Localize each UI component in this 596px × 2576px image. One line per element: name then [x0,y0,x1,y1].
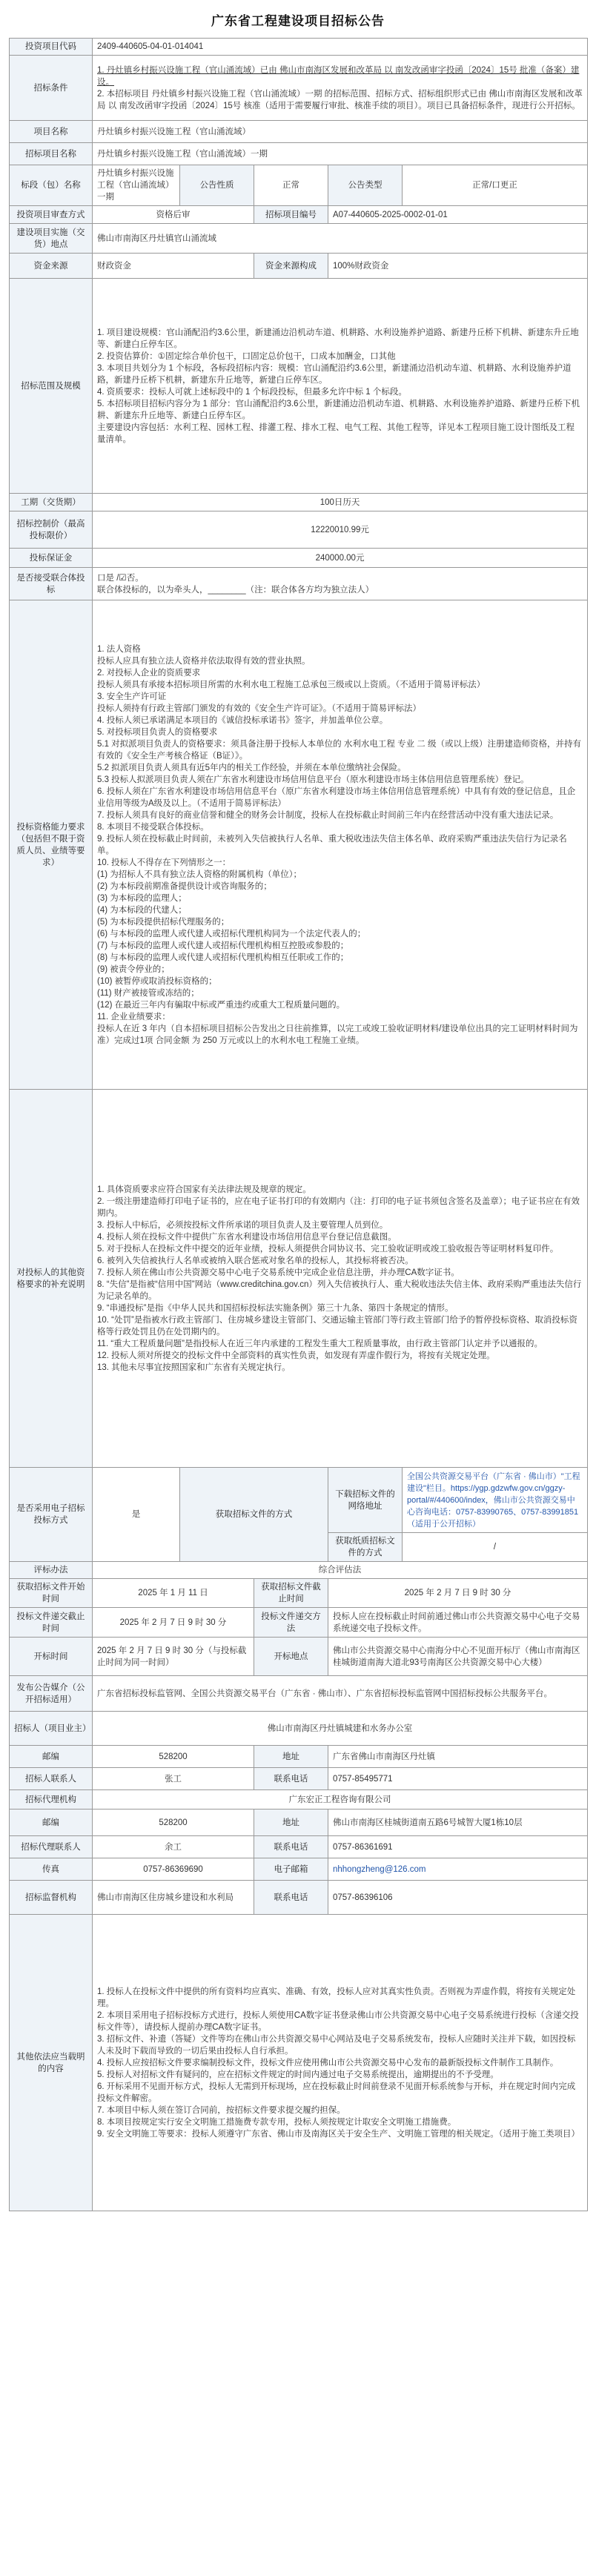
scope-p6: 主要建设内容包括：水利工程、园林工程、排灌工程、排水工程、电气工程、其他工程等，详见本工程项目施工设计图纸及工程量清单。 [97,423,575,444]
row-agency-post [10,1810,588,1836]
row-tenderer-contact [10,1768,588,1790]
e-bid-paper-label: 获取纸质招标文件的方式 [328,1533,403,1562]
other-label: 其他依法应当载明的内容 [10,1915,93,2211]
section-type-label: 公告性质 [180,165,254,206]
row-agency-fax [10,1858,588,1881]
package-name-label: 招标项目名称 [10,143,93,165]
e-bid-paper-value: / [403,1533,588,1562]
other-req-p2: 2. 一级注册建造师打印电子证书的，应在电子证书打印的有效期内（注：打印的电子证书须包含签名及盖章）；电子证书应在有效期内。 [97,1196,580,1218]
agency-post-value: 528200 [93,1810,254,1836]
tenderer-contact-value: 张工 [93,1768,254,1790]
row-timing-1 [10,1579,588,1608]
other-p6: 6. 开标采用不见面开标方式，投标人无需到开标现场，应在投标截止时间前登录不见面开标系统参与开标，并在规定时间内完成投标文件解密。 [97,2082,576,2103]
method-value: 投标人应在投标截止时间前通过佛山市公共资源交易中心电子交易系统递交电子投标文件。 [328,1608,588,1638]
qualification-p20: (4) 为本标段的代建人； [97,905,187,915]
scope-p5: 5. 本招标项目招标内容分为 1 部分：官山涌配沿约3.6公里，新建涌边沿机动车道、机耕路、水利设施养护道路、新建丹丘桥下机耕、新建东升丘地等、新建白丘停车区。 [97,399,580,420]
qualification-p19: (3) 为本标段的监理人； [97,893,187,903]
price-cap-label: 招标控制价（最高投标限价） [10,511,93,549]
section-notice-value: 正常/口更正 [403,165,588,206]
row-funding [10,254,588,279]
tenderer-label: 招标人（项目业主） [10,1712,93,1746]
publish-label: 发布公告媒介（公开招标适用） [10,1676,93,1712]
open-label: 开标时间 [10,1638,93,1676]
agency-contact-value: 余工 [93,1836,254,1858]
qualification-label: 投标资格能力要求（包括但不限于资质人员、业绩等要求） [10,600,93,1090]
other-req-p6: 6. 被列入失信被执行人名单或被纳入联合惩戒对象名单的投标人，其投标将被否决。 [97,1256,414,1265]
row-timing-3 [10,1638,588,1676]
deposit-label: 投标保证金 [10,549,93,568]
conditions-p1: 1. 丹灶镇乡村振兴设施工程（官山涌流域）已由 佛山市南海区发展和改革局 以 南发改函审字投函〔2024〕15号 批准（备案）建设。 [97,65,580,87]
qualification-p26: (10) 被暂停或取消投标资格的； [97,976,217,986]
start-label: 获取招标文件开始时间 [10,1579,93,1608]
agency-tel-label: 联系电话 [254,1836,328,1858]
open-value: 2025 年 2 月 7 日 9 时 30 分（与投标截止时间为同一时间） [93,1638,254,1676]
other-req-p9: 9. “串通投标”是指《中华人民共和国招标投标法实施条例》第三十九条、第四十条规定的情形。 [97,1303,454,1313]
eval-label: 评标办法 [10,1562,93,1579]
start-value: 2025 年 1 月 11 日 [93,1579,254,1608]
supervision-tel-label: 联系电话 [254,1881,328,1915]
project-name-value: 丹灶镇乡村振兴设施工程（官山涌流域） [93,121,588,143]
row-publish [10,1676,588,1712]
agency-value: 广东宏正工程咨询有限公司 [93,1790,588,1810]
eval-value: 综合评估法 [93,1562,588,1579]
row-e-bid [10,1468,588,1533]
scope-p4: 4. 资质要求：投标人可就上述标段中的 1 个标段投标，但最多允许中标 1 个标段。 [97,387,407,397]
qualification-p3: 2. 对投标人企业的资质要求 [97,668,201,678]
e-bid-download-label: 下载招标文件的网络地址 [328,1468,403,1533]
funding-value: 财政资金 [93,254,254,279]
other-req-p8: 8. “失信”是指被“信用中国”网站（www.creditchina.gov.cn）列入失信被执行人、重大税收违法失信主体、政府采购严重违法失信行为记录名单的。 [97,1279,582,1301]
row-duration [10,494,588,511]
tenderer-value: 佛山市南海区丹灶镇城建和水务办公室 [93,1712,588,1746]
other-p3: 3. 招标文件、补遗（答疑）文件等均在佛山市公共资源交易中心网站及电子交易系统发布，投标人应随时关注并下载，如因投标人未及时下载而导致的一切后果由投标人自行承担。 [97,2034,576,2056]
row-project-code [10,39,588,56]
qualification-p22: (6) 与本标段的监理人或代建人或招标代理机构同为一个法定代表人的； [97,929,366,938]
location-label: 建设项目实施（交货）地点 [10,224,93,254]
row-project-name [10,121,588,143]
e-bid-value: 是 [93,1468,180,1562]
other-p2: 2. 本项目采用电子招标投标方式进行，投标人须使用CA数字证书登录佛山市公共资源交易中心电子交易系统进行投标（含递交投标文件等），请投标人提前办理CA数字证书。 [97,2010,579,2032]
other-req-p10: 10. “处罚”是指被水行政主管部门、住房城乡建设主管部门、交通运输主管部门等行政主管部门给予的暂停投标资格、取消投标资格等行政处罚且仍在处罚期内的。 [97,1315,577,1337]
qualification-p23: (7) 与本标段的监理人或代建人或招标代理机构相互控股或参股的； [97,941,349,950]
agency-addr-value: 佛山市南海区桂城街道南五路6号城智大厦1栋10层 [328,1810,588,1836]
other-p9: 9. 安全文明施工等要求：投标人须遵守广东省、佛山市及南海区关于安全生产、文明施工管理的相关规定。（适用于施工类项目） [97,2129,580,2139]
tenderer-tel-value: 0757-85495771 [328,1768,588,1790]
other-req-p4: 4. 投标人须在投标文件中提供广东省水利建设市场信用信息平台登记信息截图。 [97,1232,397,1242]
tenderer-post-label: 邮编 [10,1746,93,1768]
duration-value: 100日历天 [93,494,588,511]
other-req-p11: 11. “重大工程质量问题”是指投标人在近三年内承建的工程发生重大工程质量事故，由行政主管部门认定并予以通报的。 [97,1339,543,1348]
qualification-p2: 投标人应具有独立法人资格并依法取得有效的营业执照。 [97,656,311,666]
scope-p3: 3. 本项目共划分为 1 个标段，各标段招标内容：规模：官山涌配沿约3.6公里，新建涌边沿机动车道、机耕路、水利设施养护道路，新建丹丘桥下机耕，新建东升丘地等，新建白丘停车区。 [97,363,572,385]
row-supervision [10,1881,588,1915]
qualification-p12: 6. 投标人须在广东省水利建设市场信用信息平台（原广东省水利建设市场主体信用信息管理系统）中具有有效的登记信息，且企业信用等级为A级及以上。（不适用于简易评标法） [97,787,576,808]
project-code-value: 2409-440605-04-01-014041 [93,39,588,56]
qualification-p8: 5. 对投标项目负责人的资格要求 [97,727,218,737]
review-code-value: A07-440605-2025-0002-01-01 [328,206,588,224]
other-req-label: 对投标人的其他资格要求的补充说明 [10,1090,93,1468]
row-other-req [10,1090,588,1468]
row-agency [10,1790,588,1810]
agency-addr-label: 地址 [254,1810,328,1836]
tenderer-addr-label: 地址 [254,1746,328,1768]
qualification-p29: 11. 企业业绩要求： [97,1012,170,1022]
end-label: 获取招标文件截止时间 [254,1579,328,1608]
row-timing-2 [10,1608,588,1638]
qualification-p28: (12) 在最近三年内有骗取中标或严重违约或重大工程质量问题的。 [97,1000,345,1010]
row-tenderer-post [10,1746,588,1768]
tenderer-contact-label: 招标人联系人 [10,1768,93,1790]
review-code-label: 招标项目编号 [254,206,328,224]
method-label: 投标文件递交方法 [254,1608,328,1638]
qualification-p25: (9) 被责令停业的； [97,964,170,974]
end-value: 2025 年 2 月 7 日 9 时 30 分 [328,1579,588,1608]
qualification-p15: 9. 投标人须在投标截止时间前，未被列入失信被执行人名单、重大税收违法失信主体名单、政府采购严重违法失信行为记录名单。 [97,834,567,855]
price-cap-value: 12220010.99元 [93,511,588,549]
row-agency-contact [10,1836,588,1858]
deadline-value: 2025 年 2 月 7 日 9 时 30 分 [93,1608,254,1638]
agency-email-value[interactable] [328,1858,588,1881]
location-value: 佛山市南海区丹灶镇官山涌流域 [93,224,588,254]
other-req-value [93,1090,588,1468]
tenderer-tel-label: 联系电话 [254,1768,328,1790]
agency-contact-label: 招标代理联系人 [10,1836,93,1858]
other-p7: 7. 本项目中标人须在签订合同前，按招标文件要求提交履约担保。 [97,2105,345,2115]
other-req-p1: 1. 具体资质要求应符合国家有关法律法规及规章的规定。 [97,1185,311,1194]
tenderer-addr-value: 广东省佛山市南海区丹灶镇 [328,1746,588,1768]
row-location [10,224,588,254]
other-value [93,1915,588,2211]
qualification-p24: (8) 与本标段的监理人或代建人或招标代理机构相互任职或工作的； [97,953,349,962]
qualification-p17: (1) 为招标人不具有独立法人资格的附属机构（单位）； [97,870,302,879]
consortium-label: 是否接受联合体投标 [10,568,93,600]
other-req-p5: 5. 对于投标人在投标文件中提交的近年业绩，投标人须提供合同协议书、完工验收证明或竣工验收报告等证明材料复印件。 [97,1244,559,1254]
scope-p1: 1. 项目建设规模：官山涌配沿约3.6公里，新建涌边沿机动车道、机耕路、水利设施养护道路、新建丹丘桥下机耕、新建东升丘地等、新建白丘停车区。 [97,328,579,349]
qualification-p13: 7. 投标人须具有良好的商业信誉和健全的财务会计制度，投标人在投标截止时间前三年内在经营活动中没有重大违法记录。 [97,810,559,820]
row-tenderer [10,1712,588,1746]
qualification-p27: (11) 财产被接管或冻结的； [97,988,199,998]
qualification-p30: 投标人在近 3 年内（自本招标项目招标公告发出之日往前推算，以完工或竣工验收证明材料/建设单位出具的完工证明材料时间为准）完成过1项 合同金额 为 250 万元或以上的水利水电工程施工业绩。 [97,1024,578,1045]
agency-post-label: 邮编 [10,1810,93,1836]
row-other [10,1915,588,2211]
section-label: 标段（包）名称 [10,165,93,206]
other-p5: 5. 投标人对招标文件有疑问的，应在招标文件规定的时间内通过电子交易系统提出，逾期提出的不予受理。 [97,2070,499,2079]
review-value: 资格后审 [93,206,254,224]
other-req-p12: 12. 投标人须对所提交的投标文件中全部资料的真实性负责，如发现有弄虚作假行为，将按有关规定处理。 [97,1351,495,1360]
agency-label: 招标代理机构 [10,1790,93,1810]
place-value: 佛山市公共资源交易中心南海分中心不见面开标厅（佛山市南海区桂城街道南海大道北93号南海区公共资源交易中心大楼） [328,1638,588,1676]
funding-label: 资金来源 [10,254,93,279]
qualification-p7: 4. 投标人须已承诺满足本项目的《诚信投标承诺书》签字，并加盖单位公章。 [97,715,388,725]
row-scope [10,279,588,494]
consortium-p2: 联合体投标的，以为牵头人，________（注：联合体各方均为独立法人） [97,585,374,595]
row-package-name [10,143,588,165]
e-bid-download-value[interactable] [403,1468,588,1533]
place-label: 开标地点 [254,1638,328,1676]
other-p8: 8. 本项目按规定实行安全文明施工措施费专款专用，投标人须按规定计取安全文明施工措施费。 [97,2117,457,2127]
agency-email-label: 电子邮箱 [254,1858,328,1881]
qualification-p5: 3. 安全生产许可证 [97,692,167,701]
supervision-label: 招标监督机构 [10,1881,93,1915]
supervision-value: 佛山市南海区住房城乡建设和水利局 [93,1881,254,1915]
duration-label: 工期（交货期） [10,494,93,511]
section-name: 丹灶镇乡村振兴设施工程（官山涌流域）一期 [93,165,180,206]
qualification-p6: 投标人须持有行政主管部门颁发的有效的《安全生产许可证》。（不适用于简易评标法） [97,703,421,713]
qualification-p1: 1. 法人资格 [97,644,141,654]
agency-fax-value: 0757-86369690 [93,1858,254,1881]
section-type-value: 正常 [254,165,328,206]
qualification-value [93,600,588,1090]
other-req-p3: 3. 投标人中标后，必须按投标文件所承诺的项目负责人及主要管理人员到位。 [97,1220,388,1230]
row-price-cap [10,511,588,549]
qualification-p14: 8. 本项目不接受联合体投标。 [97,822,209,832]
row-qualification [10,600,588,1090]
project-code-label: 投资项目代码 [10,39,93,56]
conditions-value [93,56,588,121]
conditions-p2: 2. 本招标项目 丹灶镇乡村振兴设施工程（官山涌流域）一期 的招标范围、招标方式、招标组织形式已由 佛山市南海区发展和改革局 以 南发改函审字投函〔2024〕15号 核准（适用于需要履行审批、核准手续的项目）。项目已具备招标条件，现进行公开招标。 [97,89,583,110]
scope-label: 招标范围及规模 [10,279,93,494]
e-bid-label: 是否采用电子招标投标方式 [10,1468,93,1562]
qualification-p21: (5) 为本标段提供招标代理服务的； [97,917,230,927]
deadline-label: 投标文件递交截止时间 [10,1608,93,1638]
row-section [10,165,588,206]
e-bid-get-label: 获取招标文件的方式 [180,1468,328,1562]
publish-value: 广东省招标投标监管网、全国公共资源交易平台（广东省 · 佛山市）、广东省招标投标监管网中国招标投标公共服务平台。 [93,1676,588,1712]
project-name-label: 项目名称 [10,121,93,143]
qualification-p9: 5.1 对拟派项目负责人的资格要求：须具备注册于投标人本单位的 水利水电工程 专业 二 级（或以上级）注册建造师资格，并持有有效的《安全生产考核合格证（B证）》。 [97,739,581,761]
agency-tel-value: 0757-86361691 [328,1836,588,1858]
row-deposit [10,549,588,568]
other-req-p7: 7. 投标人须在佛山市公共资源交易中心电子交易系统中完成企业信息注册，并办理CA数字证书。 [97,1268,460,1277]
agency-fax-label: 传真 [10,1858,93,1881]
other-req-p13: 13. 其他未尽事宜按照国家和广东省有关规定执行。 [97,1363,291,1372]
review-label: 投资项目审查方式 [10,206,93,224]
row-eval [10,1562,588,1579]
qualification-p11: 5.3 投标人拟派项目负责人须在广东省水利建设市场信用信息平台（原水利建设市场主体信用信息管理系统）登记。 [97,775,529,784]
conditions-label: 招标条件 [10,56,93,121]
agency-email-link[interactable]: nhhongzheng@126.com [333,1864,426,1874]
supervision-tel-value: 0757-86396106 [328,1881,588,1915]
funding-ratio-label: 资金来源构成 [254,254,328,279]
qualification-p18: (2) 为本标段前期准备提供设计或咨询服务的； [97,881,272,891]
e-bid-download-link[interactable]: 全国公共资源交易平台（广东省 · 佛山市）"工程建设"栏目。https://ygp.gdzwfw.gov.cn/ggzy-portal/#/440600/index，佛山市公共资源交易中心咨询电话：0757-83990765、0757-83991851（适用于公开招标） [407,1471,580,1529]
funding-ratio-value: 100%财政资金 [328,254,588,279]
row-conditions [10,56,588,121]
consortium-value [93,568,588,600]
notice-table [9,38,588,2211]
tenderer-post-value: 528200 [93,1746,254,1768]
other-p1: 1. 投标人在投标文件中提供的所有资料均应真实、准确、有效，投标人应对其真实性负责。否则视为弄虚作假，将按有关规定处理。 [97,1987,576,2008]
consortium-p1: 口是 /☑否。 [97,573,144,583]
notice-title: 广东省工程建设项目招标公告 [211,14,385,28]
qualification-p16: 10. 投标人不得存在下列情形之一： [97,858,231,867]
qualification-p4: 投标人须具有承接本招标项目所需的水利水电工程施工总承包三级或以上资质。（不适用于简易评标法） [97,680,486,689]
deposit-value: 240000.00元 [93,549,588,568]
section-notice-label: 公告类型 [328,165,403,206]
scope-p2: 2. 投资估算价：①固定综合单价包干，口固定总价包干，口成本加酬金，口其他 [97,351,396,361]
other-p4: 4. 投标人应按招标文件要求编制投标文件，投标文件应使用佛山市公共资源交易中心发布的最新版投标文件制作工具制作。 [97,2058,559,2067]
row-review [10,206,588,224]
scope-value [93,279,588,494]
package-name-value: 丹灶镇乡村振兴设施工程（官山涌流域）一期 [93,143,588,165]
qualification-p10: 5.2 拟派项目负责人须具有近5年内的相关工作经验，并须在本单位缴纳社会保险。 [97,763,406,772]
row-consortium [10,568,588,600]
